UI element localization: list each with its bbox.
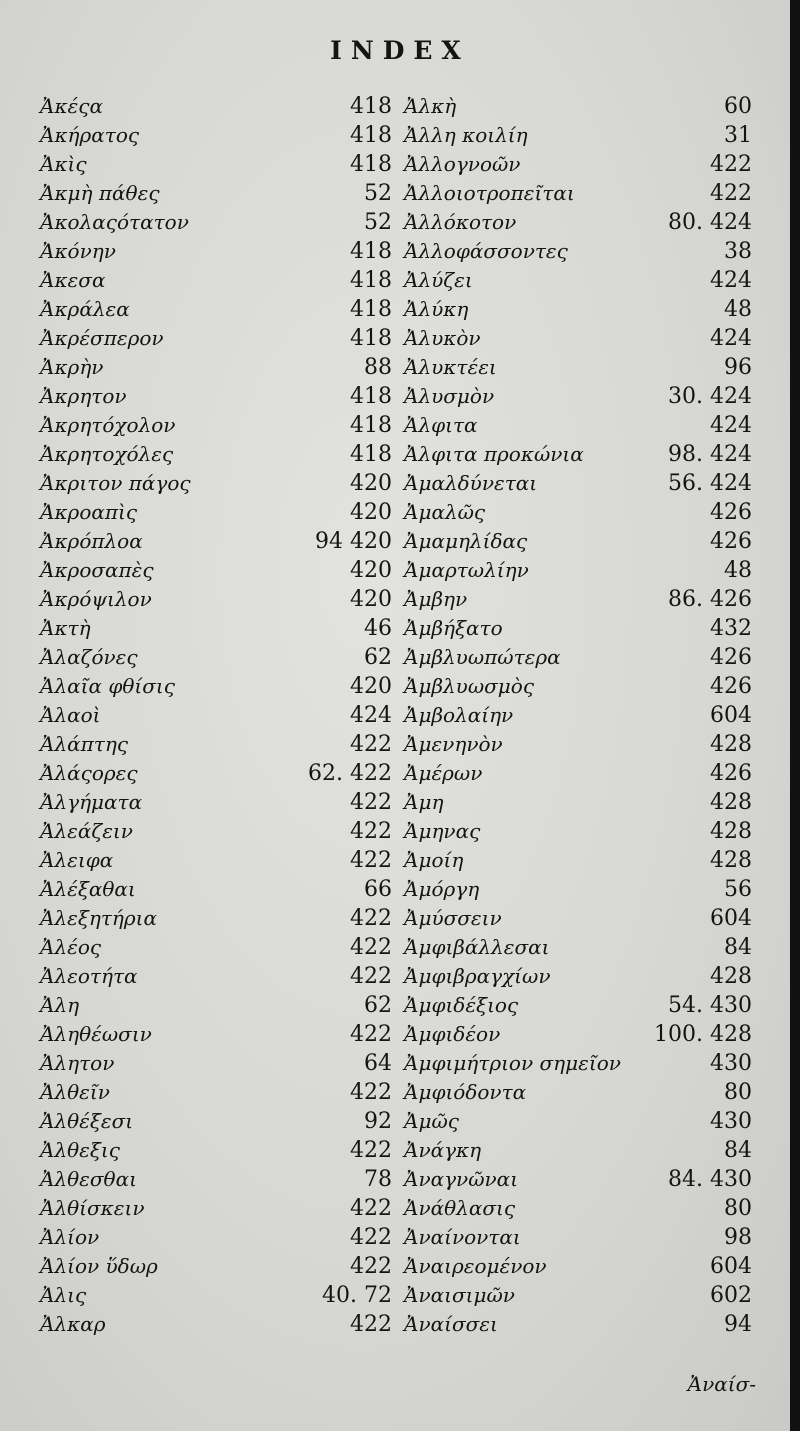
index-entry xyxy=(404,875,752,904)
page-reference: 98 xyxy=(724,1225,752,1250)
page-reference: 80. 424 xyxy=(668,210,752,235)
index-term: Ἀνάθλασις xyxy=(404,1196,516,1220)
index-entry xyxy=(404,556,752,585)
index-term: Ἀμφιβάλλεσαι xyxy=(404,935,550,959)
index-entry xyxy=(404,295,752,324)
index-term: Ἀκρητοχόλες xyxy=(40,442,174,466)
page-reference: 428 xyxy=(710,964,752,989)
index-entry xyxy=(40,962,392,991)
index-entry xyxy=(404,527,752,556)
index-entry xyxy=(40,295,392,324)
index-entry xyxy=(404,237,752,266)
index-entry xyxy=(40,846,392,875)
index-term: Ἀμαλῶς xyxy=(404,500,486,524)
index-entry xyxy=(404,353,752,382)
index-term: Ἀμύσσειν xyxy=(404,906,502,930)
page-reference: 432 xyxy=(710,616,752,641)
index-term: Ἀμβην xyxy=(404,587,468,611)
index-term: Ἀμόργη xyxy=(404,877,480,901)
index-entry xyxy=(40,701,392,730)
index-entry xyxy=(404,1136,752,1165)
index-entry xyxy=(40,208,392,237)
index-term: Ἀκολαςότατον xyxy=(40,210,189,234)
page-reference: 94 xyxy=(724,1312,752,1337)
page-reference: 418 xyxy=(350,384,392,409)
index-term: Ἀλεοτήτα xyxy=(40,964,138,988)
index-term: Ἀλειφα xyxy=(40,848,114,872)
index-term: Ἀκρητόχολον xyxy=(40,413,176,437)
index-term: Ἀλίον ὕδωρ xyxy=(40,1254,158,1278)
index-entry xyxy=(40,527,392,556)
index-entry xyxy=(404,469,752,498)
page-reference: 38 xyxy=(724,239,752,264)
page-reference: 94 420 xyxy=(315,529,392,554)
index-term: Ἀκρόπλοα xyxy=(40,529,143,553)
page-edge xyxy=(790,0,800,1431)
page-reference: 418 xyxy=(350,123,392,148)
index-term: Ἀλάςορες xyxy=(40,761,138,785)
page-header: INDEX xyxy=(330,36,470,65)
index-term: Ἀκροσαπὲς xyxy=(40,558,154,582)
index-entry xyxy=(404,1194,752,1223)
index-entry xyxy=(40,730,392,759)
page-reference: 418 xyxy=(350,442,392,467)
index-entry xyxy=(40,324,392,353)
page-reference: 422 xyxy=(350,790,392,815)
index-term: Ἀλαῖα φθίσις xyxy=(40,674,175,698)
page-reference: 40. 72 xyxy=(322,1283,392,1308)
page-reference: 62 xyxy=(364,993,392,1018)
index-term: Ἀμενηνὸν xyxy=(404,732,503,756)
index-entry xyxy=(404,92,752,121)
page-reference: 418 xyxy=(350,326,392,351)
index-entry xyxy=(404,498,752,527)
index-entry xyxy=(404,759,752,788)
page-reference: 426 xyxy=(710,761,752,786)
index-entry xyxy=(404,962,752,991)
index-term: Ἀλις xyxy=(40,1283,87,1307)
page-reference: 92 xyxy=(364,1109,392,1134)
index-term: Ἀλάπτης xyxy=(40,732,129,756)
index-term: Ἀμαμηλίδας xyxy=(404,529,528,553)
index-term: Ἀμοίη xyxy=(404,848,464,872)
index-term: Ἀκρόψιλον xyxy=(40,587,152,611)
index-term: Ἀναιρεομένον xyxy=(404,1254,547,1278)
index-entry xyxy=(40,1165,392,1194)
page-reference: 54. 430 xyxy=(668,993,752,1018)
index-term: Ἀλθέξεσι xyxy=(40,1109,134,1133)
index-entry xyxy=(404,1107,752,1136)
index-entry xyxy=(40,353,392,382)
index-entry xyxy=(404,1078,752,1107)
index-entry xyxy=(404,614,752,643)
index-entry xyxy=(40,614,392,643)
index-entry xyxy=(404,730,752,759)
index-entry xyxy=(404,1020,752,1049)
index-term: Ἀλέος xyxy=(40,935,102,959)
page-reference: 422 xyxy=(350,906,392,931)
index-term: Ἀκρὴν xyxy=(40,355,104,379)
page-reference: 418 xyxy=(350,94,392,119)
index-term: Ἀλη xyxy=(40,993,80,1017)
page-reference: 418 xyxy=(350,152,392,177)
index-term: Ἀλθεσθαι xyxy=(40,1167,137,1191)
index-term: Ἀλεξητήρια xyxy=(40,906,158,930)
page-reference: 84 xyxy=(724,1138,752,1163)
page-reference: 80 xyxy=(724,1196,752,1221)
index-entry xyxy=(40,1107,392,1136)
index-entry xyxy=(40,991,392,1020)
page-reference: 86. 426 xyxy=(668,587,752,612)
index-term: Ἀλκαρ xyxy=(40,1312,106,1336)
index-entry xyxy=(40,1310,392,1339)
index-entry xyxy=(404,701,752,730)
index-entry xyxy=(404,643,752,672)
index-entry xyxy=(40,585,392,614)
index-term: Ἀλλοιοτροπεῖται xyxy=(404,181,575,205)
index-term: Ἀλητον xyxy=(40,1051,115,1075)
index-entry xyxy=(40,759,392,788)
index-term: Ἀκρέσπερον xyxy=(40,326,164,350)
index-term: Ἀμη xyxy=(404,790,444,814)
index-entry xyxy=(404,208,752,237)
page-reference: 420 xyxy=(350,500,392,525)
index-entry xyxy=(40,817,392,846)
index-entry xyxy=(40,904,392,933)
index-entry xyxy=(40,788,392,817)
index-term: Ἀλλόκοτον xyxy=(404,210,517,234)
index-term: Ἀλθίσκειν xyxy=(40,1196,145,1220)
index-term: Ἀμαρτωλίην xyxy=(404,558,529,582)
index-term: Ἀμφιβραγχίων xyxy=(404,964,551,988)
page-reference: 428 xyxy=(710,819,752,844)
index-term: Ἀλυσμὸν xyxy=(404,384,495,408)
page-reference: 30. 424 xyxy=(668,384,752,409)
index-term: Ἀλκὴ xyxy=(404,94,457,118)
page-reference: 84 xyxy=(724,935,752,960)
page-reference: 604 xyxy=(710,906,752,931)
page-reference: 60 xyxy=(724,94,752,119)
index-term: Ἀμβήξατο xyxy=(404,616,503,640)
index-term: Ἀμβολαίην xyxy=(404,703,514,727)
index-entry xyxy=(404,817,752,846)
index-term: Ἀλαοὶ xyxy=(40,703,101,727)
page-reference: 52 xyxy=(364,181,392,206)
index-entry xyxy=(40,121,392,150)
index-entry xyxy=(404,1310,752,1339)
page-reference: 420 xyxy=(350,471,392,496)
index-entry xyxy=(40,672,392,701)
page-reference: 418 xyxy=(350,268,392,293)
index-entry xyxy=(40,1281,392,1310)
index-entry xyxy=(40,1020,392,1049)
page-reference: 422 xyxy=(350,1138,392,1163)
page-reference: 420 xyxy=(350,674,392,699)
page-reference: 62 xyxy=(364,645,392,670)
page-reference: 426 xyxy=(710,674,752,699)
index-entry xyxy=(40,179,392,208)
index-term: Ἀλέξαθαι xyxy=(40,877,136,901)
index-entry xyxy=(404,672,752,701)
page-reference: 422 xyxy=(350,819,392,844)
page-reference: 422 xyxy=(350,935,392,960)
index-term: Ἀλφιτα προκώνια xyxy=(404,442,584,466)
index-term: Ἀμφιδέξιος xyxy=(404,993,519,1017)
page-reference: 422 xyxy=(350,732,392,757)
index-term: Ἀλεάζειν xyxy=(40,819,133,843)
page-reference: 56 xyxy=(724,877,752,902)
index-term: Ἀκροαπὶς xyxy=(40,500,138,524)
page-reference: 430 xyxy=(710,1051,752,1076)
page-reference: 46 xyxy=(364,616,392,641)
index-entry xyxy=(404,933,752,962)
page-reference: 422 xyxy=(710,181,752,206)
page-reference: 100. 428 xyxy=(654,1022,752,1047)
index-entry xyxy=(404,1049,752,1078)
page-reference: 31 xyxy=(724,123,752,148)
page-reference: 420 xyxy=(350,587,392,612)
page-reference: 424 xyxy=(350,703,392,728)
index-term: Ἀκρητον xyxy=(40,384,127,408)
index-term: Ἀκόνην xyxy=(40,239,116,263)
index-term: Ἀκήρατος xyxy=(40,123,140,147)
page-reference: 602 xyxy=(710,1283,752,1308)
index-term: Ἀμβλυωπώτερα xyxy=(404,645,561,669)
page-reference: 422 xyxy=(350,1080,392,1105)
page-reference: 426 xyxy=(710,500,752,525)
index-entry xyxy=(40,933,392,962)
index-entry xyxy=(40,1078,392,1107)
page-reference: 424 xyxy=(710,268,752,293)
page-reference: 426 xyxy=(710,529,752,554)
index-term: Ἀλύζει xyxy=(404,268,473,292)
index-term: Ἀλφιτα xyxy=(404,413,478,437)
catchword: Ἀναίσ- xyxy=(687,1372,756,1396)
index-term: Ἀμέρων xyxy=(404,761,483,785)
index-term: Ἀμφιδέον xyxy=(404,1022,501,1046)
index-term: Ἀμφιμήτριον σημεῖον xyxy=(404,1051,621,1075)
index-term: Ἀλθεῖν xyxy=(40,1080,110,1104)
index-entry xyxy=(40,1049,392,1078)
index-term: Ἀμαλδύνεται xyxy=(404,471,538,495)
page-reference: 428 xyxy=(710,732,752,757)
page-reference: 428 xyxy=(710,848,752,873)
index-term: Ἀμηνας xyxy=(404,819,481,843)
index-entry xyxy=(404,266,752,295)
index-term: Ἀλθεξις xyxy=(40,1138,120,1162)
page-reference: 418 xyxy=(350,239,392,264)
index-term: Ἀλλοφάσσοντες xyxy=(404,239,568,263)
page-reference: 422 xyxy=(350,1312,392,1337)
page-reference: 96 xyxy=(724,355,752,380)
page-reference: 430 xyxy=(710,1109,752,1134)
index-term: Ἀναγνῶναι xyxy=(404,1167,519,1191)
index-term: Ἀναισιμῶν xyxy=(404,1283,515,1307)
index-entry xyxy=(40,1194,392,1223)
index-entry xyxy=(40,556,392,585)
page-reference: 418 xyxy=(350,413,392,438)
index-entry xyxy=(404,440,752,469)
page-reference: 422 xyxy=(350,1225,392,1250)
page-reference: 52 xyxy=(364,210,392,235)
index-term: Ἀλγήματα xyxy=(40,790,143,814)
index-entry xyxy=(404,1165,752,1194)
index-term: Ἀκμὴ πάθες xyxy=(40,181,160,205)
index-term: Ἀλίον xyxy=(40,1225,100,1249)
index-entry xyxy=(40,1136,392,1165)
index-entry xyxy=(40,469,392,498)
index-term: Ἀκράλεα xyxy=(40,297,130,321)
index-entry xyxy=(40,266,392,295)
page-reference: 422 xyxy=(710,152,752,177)
page-reference: 420 xyxy=(350,558,392,583)
page-reference: 48 xyxy=(724,297,752,322)
index-entry xyxy=(404,411,752,440)
index-term: Ἀλλογνοῶν xyxy=(404,152,521,176)
page-reference: 64 xyxy=(364,1051,392,1076)
index-entry xyxy=(404,904,752,933)
index-entry xyxy=(404,1223,752,1252)
index-term: Ἀμβλυωσμὸς xyxy=(404,674,535,698)
page-reference: 422 xyxy=(350,1196,392,1221)
index-entry xyxy=(404,121,752,150)
page-reference: 422 xyxy=(350,964,392,989)
index-column-right xyxy=(404,92,752,1339)
index-term: Ἀλυκὸν xyxy=(404,326,481,350)
index-entry xyxy=(404,179,752,208)
page-reference: 604 xyxy=(710,703,752,728)
page-reference: 84. 430 xyxy=(668,1167,752,1192)
page-reference: 98. 424 xyxy=(668,442,752,467)
page-reference: 56. 424 xyxy=(668,471,752,496)
page-reference: 48 xyxy=(724,558,752,583)
index-term: Ἀναίνονται xyxy=(404,1225,521,1249)
page-reference: 422 xyxy=(350,848,392,873)
index-term: Ἀκτὴ xyxy=(40,616,91,640)
index-entry xyxy=(40,92,392,121)
page-reference: 424 xyxy=(710,326,752,351)
index-entry xyxy=(40,875,392,904)
index-entry xyxy=(404,150,752,179)
page-reference: 418 xyxy=(350,297,392,322)
page-reference: 66 xyxy=(364,877,392,902)
index-entry xyxy=(40,1223,392,1252)
index-entry xyxy=(404,1252,752,1281)
index-term: Ἀκὶς xyxy=(40,152,87,176)
index-term: Ἀλλη κοιλίη xyxy=(404,123,528,147)
index-entry xyxy=(404,1281,752,1310)
page-reference: 604 xyxy=(710,1254,752,1279)
page-reference: 422 xyxy=(350,1254,392,1279)
page-reference: 62. 422 xyxy=(308,761,392,786)
index-term: Ἀκριτον πάγος xyxy=(40,471,191,495)
index-term: Ἀλύκη xyxy=(404,297,469,321)
index-term: Ἀναίσσει xyxy=(404,1312,498,1336)
index-entry xyxy=(40,237,392,266)
index-term: Ἀκεσα xyxy=(40,268,106,292)
index-entry xyxy=(404,382,752,411)
index-entry xyxy=(40,643,392,672)
index-entry xyxy=(40,440,392,469)
page-reference: 80 xyxy=(724,1080,752,1105)
page-reference: 78 xyxy=(364,1167,392,1192)
index-entry xyxy=(40,1252,392,1281)
index-entry xyxy=(40,382,392,411)
index-entry xyxy=(404,846,752,875)
page-reference: 428 xyxy=(710,790,752,815)
index-entry xyxy=(40,411,392,440)
page-reference: 88 xyxy=(364,355,392,380)
page-reference: 422 xyxy=(350,1022,392,1047)
index-term: Ἀκέςα xyxy=(40,94,103,118)
index-term: Ἀλαζόνες xyxy=(40,645,138,669)
index-entry xyxy=(404,788,752,817)
index-column-left xyxy=(40,92,392,1339)
index-entry xyxy=(404,324,752,353)
index-term: Ἀμφιόδοντα xyxy=(404,1080,527,1104)
index-term: Ἀλυκτέει xyxy=(404,355,497,379)
index-entry xyxy=(40,498,392,527)
index-term: Ἀμῶς xyxy=(404,1109,459,1133)
index-term: Ἀνάγκη xyxy=(404,1138,482,1162)
index-entry xyxy=(40,150,392,179)
page-reference: 426 xyxy=(710,645,752,670)
index-entry xyxy=(404,585,752,614)
index-term: Ἀληθέωσιν xyxy=(40,1022,152,1046)
page-reference: 424 xyxy=(710,413,752,438)
index-entry xyxy=(404,991,752,1020)
